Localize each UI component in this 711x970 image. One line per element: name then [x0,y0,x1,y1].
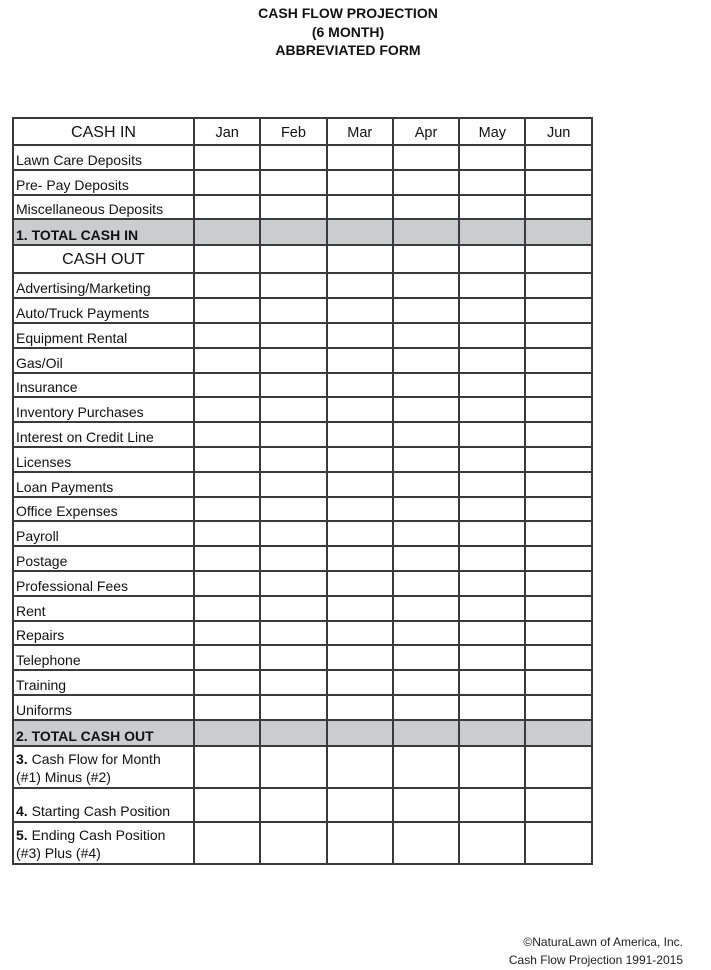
row-label: CASH OUT [13,245,194,273]
cell-end-mar[interactable] [327,822,393,864]
cell-out15-apr[interactable] [393,645,459,670]
cell-out2-mar[interactable] [327,323,393,348]
title-line-1: CASH FLOW PROJECTION [258,5,438,21]
cell-out0-feb[interactable] [260,273,326,298]
cell-out4-mar[interactable] [327,373,393,398]
cell-out16-mar[interactable] [327,670,393,695]
cell-out15-feb[interactable] [260,645,326,670]
cell-out-hdr-jun[interactable] [525,245,591,273]
cell-total-out-apr[interactable] [393,720,459,746]
row-number: 3. [16,750,28,767]
cell-out-hdr-feb[interactable] [260,245,326,273]
cell-out9-jan[interactable] [194,497,260,522]
cash-out-row [13,546,592,571]
cell-out5-jun[interactable] [525,397,591,422]
cell-out-hdr-apr[interactable] [393,245,459,273]
cash-in-row [13,145,592,170]
cell-out13-jan[interactable] [194,596,260,621]
cash-out-header-row [13,245,592,273]
total-cash-out-row [13,720,592,746]
document-name: Cash Flow Projection 1991-2015 [508,953,683,967]
month-header-apr: Apr [393,118,459,145]
row-label: Advertising/Marketing [13,273,194,298]
cell-out0-jun[interactable] [525,273,591,298]
cell-out4-jan[interactable] [194,373,260,398]
cell-out17-mar[interactable] [327,695,393,720]
cell-in1-apr[interactable] [393,170,459,195]
cell-out15-jan[interactable] [194,645,260,670]
cell-out3-jun[interactable] [525,348,591,373]
cell-out9-feb[interactable] [260,497,326,522]
row-label: Pre- Pay Deposits [13,170,194,195]
cell-out5-feb[interactable] [260,397,326,422]
cell-out10-may[interactable] [459,521,525,546]
cell-out9-apr[interactable] [393,497,459,522]
cell-in1-jan[interactable] [194,170,260,195]
cell-out4-feb[interactable] [260,373,326,398]
cash-out-row [13,695,592,720]
row-number: 4. [16,802,28,819]
month-header-jun: Jun [525,118,591,145]
row-label [13,788,194,822]
cell-out4-may[interactable] [459,373,525,398]
row-label: Training [13,670,194,695]
starting-cash-position-row [13,788,592,822]
cell-out11-mar[interactable] [327,546,393,571]
cell-out8-jun[interactable] [525,472,591,497]
cell-out7-mar[interactable] [327,447,393,472]
row-label: Uniforms [13,695,194,720]
cell-out9-mar[interactable] [327,497,393,522]
cell-out3-mar[interactable] [327,348,393,373]
cell-out-hdr-mar[interactable] [327,245,393,273]
row-label: Telephone [13,645,194,670]
cell-out5-jan[interactable] [194,397,260,422]
cell-end-jun[interactable] [525,822,591,864]
row-text: Ending Cash Position [27,826,166,843]
cash-out-row [13,596,592,621]
row-label: Lawn Care Deposits [13,145,194,170]
cell-out11-feb[interactable] [260,546,326,571]
cell-start-apr[interactable] [393,788,459,822]
cell-out15-mar[interactable] [327,645,393,670]
cell-out10-mar[interactable] [327,521,393,546]
cell-out1-jun[interactable] [525,298,591,323]
cell-in2-mar[interactable] [327,195,393,220]
cell-start-may[interactable] [459,788,525,822]
cell-in0-jan[interactable] [194,145,260,170]
cell-out6-jan[interactable] [194,422,260,447]
cell-out3-apr[interactable] [393,348,459,373]
cell-out16-feb[interactable] [260,670,326,695]
cash-out-row [13,472,592,497]
title-line-3: ABBREVIATED FORM [275,42,421,58]
cell-out12-apr[interactable] [393,571,459,596]
cell-out6-apr[interactable] [393,422,459,447]
cell-out15-may[interactable] [459,645,525,670]
cell-in2-jun[interactable] [525,195,591,220]
cash-flow-for-month-row [13,746,592,788]
cell-in2-may[interactable] [459,195,525,220]
cell-out17-may[interactable] [459,695,525,720]
cell-out4-apr[interactable] [393,373,459,398]
row-label: Miscellaneous Deposits [13,195,194,220]
title-line-2: (6 MONTH) [311,23,385,40]
cash-out-row [13,621,592,646]
cell-out14-feb[interactable] [260,621,326,646]
cell-total-in-may[interactable] [459,219,525,245]
cash-in-header: CASH IN [13,118,194,145]
cell-out12-feb[interactable] [260,571,326,596]
cell-in2-feb[interactable] [260,195,326,220]
cell-out14-mar[interactable] [327,621,393,646]
cell-out13-feb[interactable] [260,596,326,621]
total-cash-in-row [13,219,592,245]
cash-out-row [13,447,592,472]
cell-end-feb[interactable] [260,822,326,864]
cell-out13-may[interactable] [459,596,525,621]
row-number: 5. [16,826,28,843]
cell-out12-jun[interactable] [525,571,591,596]
cell-in2-jan[interactable] [194,195,260,220]
cell-out6-feb[interactable] [260,422,326,447]
header-row [13,118,592,145]
cell-out8-mar[interactable] [327,472,393,497]
document-title [0,4,696,60]
cell-out11-apr[interactable] [393,546,459,571]
cell-out17-feb[interactable] [260,695,326,720]
cell-out15-jun[interactable] [525,645,591,670]
row-label: Postage [13,546,194,571]
cash-out-row [13,273,592,298]
cell-out6-jun[interactable] [525,422,591,447]
cash-in-row [13,195,592,220]
cell-start-jan[interactable] [194,788,260,822]
row-label: Loan Payments [13,472,194,497]
cell-out13-apr[interactable] [393,596,459,621]
cell-out4-jun[interactable] [525,373,591,398]
cell-out2-jan[interactable] [194,323,260,348]
cell-out13-mar[interactable] [327,596,393,621]
cash-out-row [13,497,592,522]
cell-cf-feb[interactable] [260,746,326,788]
cell-out12-jan[interactable] [194,571,260,596]
cell-start-jun[interactable] [525,788,591,822]
cash-out-row [13,373,592,398]
cell-out12-may[interactable] [459,571,525,596]
cell-out1-feb[interactable] [260,298,326,323]
month-header-may: May [459,118,525,145]
cell-cf-may[interactable] [459,746,525,788]
cell-out10-apr[interactable] [393,521,459,546]
row-label: Professional Fees [13,571,194,596]
row-label [13,822,194,864]
cell-total-out-feb[interactable] [260,720,326,746]
row-label: Licenses [13,447,194,472]
cell-out13-jun[interactable] [525,596,591,621]
cell-out7-jan[interactable] [194,447,260,472]
cell-in0-apr[interactable] [393,145,459,170]
cell-out14-jan[interactable] [194,621,260,646]
cell-out3-feb[interactable] [260,348,326,373]
cell-in1-mar[interactable] [327,170,393,195]
cell-end-may[interactable] [459,822,525,864]
cell-out7-apr[interactable] [393,447,459,472]
cell-out16-may[interactable] [459,670,525,695]
cell-out9-may[interactable] [459,497,525,522]
cell-out9-jun[interactable] [525,497,591,522]
cell-out14-jun[interactable] [525,621,591,646]
cell-in0-may[interactable] [459,145,525,170]
cell-total-out-jan[interactable] [194,720,260,746]
cell-in1-jun[interactable] [525,170,591,195]
cell-out7-jun[interactable] [525,447,591,472]
row-label: Gas/Oil [13,348,194,373]
cash-out-row [13,670,592,695]
cell-out6-mar[interactable] [327,422,393,447]
cash-out-row [13,645,592,670]
cell-total-out-mar[interactable] [327,720,393,746]
ending-cash-position-row [13,822,592,864]
cell-out0-mar[interactable] [327,273,393,298]
row-text: Cash Flow for Month [27,750,161,767]
row-label: Auto/Truck Payments [13,298,194,323]
cell-out10-jan[interactable] [194,521,260,546]
cell-out3-may[interactable] [459,348,525,373]
cell-cf-mar[interactable] [327,746,393,788]
cell-start-feb[interactable] [260,788,326,822]
row-formula: (#3) Plus (#4) [16,844,101,861]
cell-out10-feb[interactable] [260,521,326,546]
cell-total-in-jan[interactable] [194,219,260,245]
cell-out5-mar[interactable] [327,397,393,422]
cell-out17-jun[interactable] [525,695,591,720]
cell-end-apr[interactable] [393,822,459,864]
cell-in1-feb[interactable] [260,170,326,195]
cell-total-out-jun[interactable] [525,720,591,746]
cell-out2-apr[interactable] [393,323,459,348]
cell-out10-jun[interactable] [525,521,591,546]
cell-out-hdr-jan[interactable] [194,245,260,273]
cell-out1-apr[interactable] [393,298,459,323]
row-label: Rent [13,596,194,621]
cell-out16-jun[interactable] [525,670,591,695]
footer [509,933,683,969]
row-label: Payroll [13,521,194,546]
cash-out-row [13,571,592,596]
cell-in0-feb[interactable] [260,145,326,170]
row-label: Inventory Purchases [13,397,194,422]
row-label: 1. TOTAL CASH IN [13,219,194,245]
cell-out8-may[interactable] [459,472,525,497]
cash-out-row [13,348,592,373]
cell-out3-jan[interactable] [194,348,260,373]
cell-out7-may[interactable] [459,447,525,472]
cell-cf-jan[interactable] [194,746,260,788]
cash-flow-table [12,117,593,865]
cell-out0-may[interactable] [459,273,525,298]
cell-end-jan[interactable] [194,822,260,864]
month-header-mar: Mar [327,118,393,145]
cell-out14-apr[interactable] [393,621,459,646]
cell-cf-jun[interactable] [525,746,591,788]
cell-out8-jan[interactable] [194,472,260,497]
cash-out-row [13,323,592,348]
cell-cf-apr[interactable] [393,746,459,788]
cell-out17-jan[interactable] [194,695,260,720]
row-label: Repairs [13,621,194,646]
row-label: Interest on Credit Line [13,422,194,447]
cell-start-mar[interactable] [327,788,393,822]
month-header-jan: Jan [194,118,260,145]
row-label: Insurance [13,373,194,398]
cell-out7-feb[interactable] [260,447,326,472]
cell-out11-may[interactable] [459,546,525,571]
cell-out17-apr[interactable] [393,695,459,720]
cell-total-out-may[interactable] [459,720,525,746]
cash-out-row [13,397,592,422]
cell-out8-feb[interactable] [260,472,326,497]
cell-out0-jan[interactable] [194,273,260,298]
cash-out-row [13,298,592,323]
cell-out6-may[interactable] [459,422,525,447]
cell-total-in-apr[interactable] [393,219,459,245]
row-label: Office Expenses [13,497,194,522]
cell-out1-jan[interactable] [194,298,260,323]
cell-total-in-jun[interactable] [525,219,591,245]
cell-out16-jan[interactable] [194,670,260,695]
row-label: 2. TOTAL CASH OUT [13,720,194,746]
cell-out11-jun[interactable] [525,546,591,571]
cell-out14-may[interactable] [459,621,525,646]
cell-out2-jun[interactable] [525,323,591,348]
cell-out8-apr[interactable] [393,472,459,497]
cell-out0-apr[interactable] [393,273,459,298]
cell-out1-mar[interactable] [327,298,393,323]
cell-total-in-feb[interactable] [260,219,326,245]
row-label: Equipment Rental [13,323,194,348]
month-header-feb: Feb [260,118,326,145]
cell-out5-apr[interactable] [393,397,459,422]
cell-in0-mar[interactable] [327,145,393,170]
cell-out16-apr[interactable] [393,670,459,695]
cell-out-hdr-may[interactable] [459,245,525,273]
cell-out2-may[interactable] [459,323,525,348]
cell-in2-apr[interactable] [393,195,459,220]
cell-out12-mar[interactable] [327,571,393,596]
cash-out-row [13,521,592,546]
row-formula: (#1) Minus (#2) [16,768,111,785]
row-label [13,746,194,788]
cash-out-row [13,422,592,447]
cell-out2-feb[interactable] [260,323,326,348]
cash-in-row [13,170,592,195]
cell-in1-may[interactable] [459,170,525,195]
cell-out1-may[interactable] [459,298,525,323]
row-text: Starting Cash Position [27,802,171,819]
cell-total-in-mar[interactable] [327,219,393,245]
cell-out11-jan[interactable] [194,546,260,571]
copyright-text: ©NaturaLawn of America, Inc. [523,935,683,949]
cell-in0-jun[interactable] [525,145,591,170]
cell-out5-may[interactable] [459,397,525,422]
